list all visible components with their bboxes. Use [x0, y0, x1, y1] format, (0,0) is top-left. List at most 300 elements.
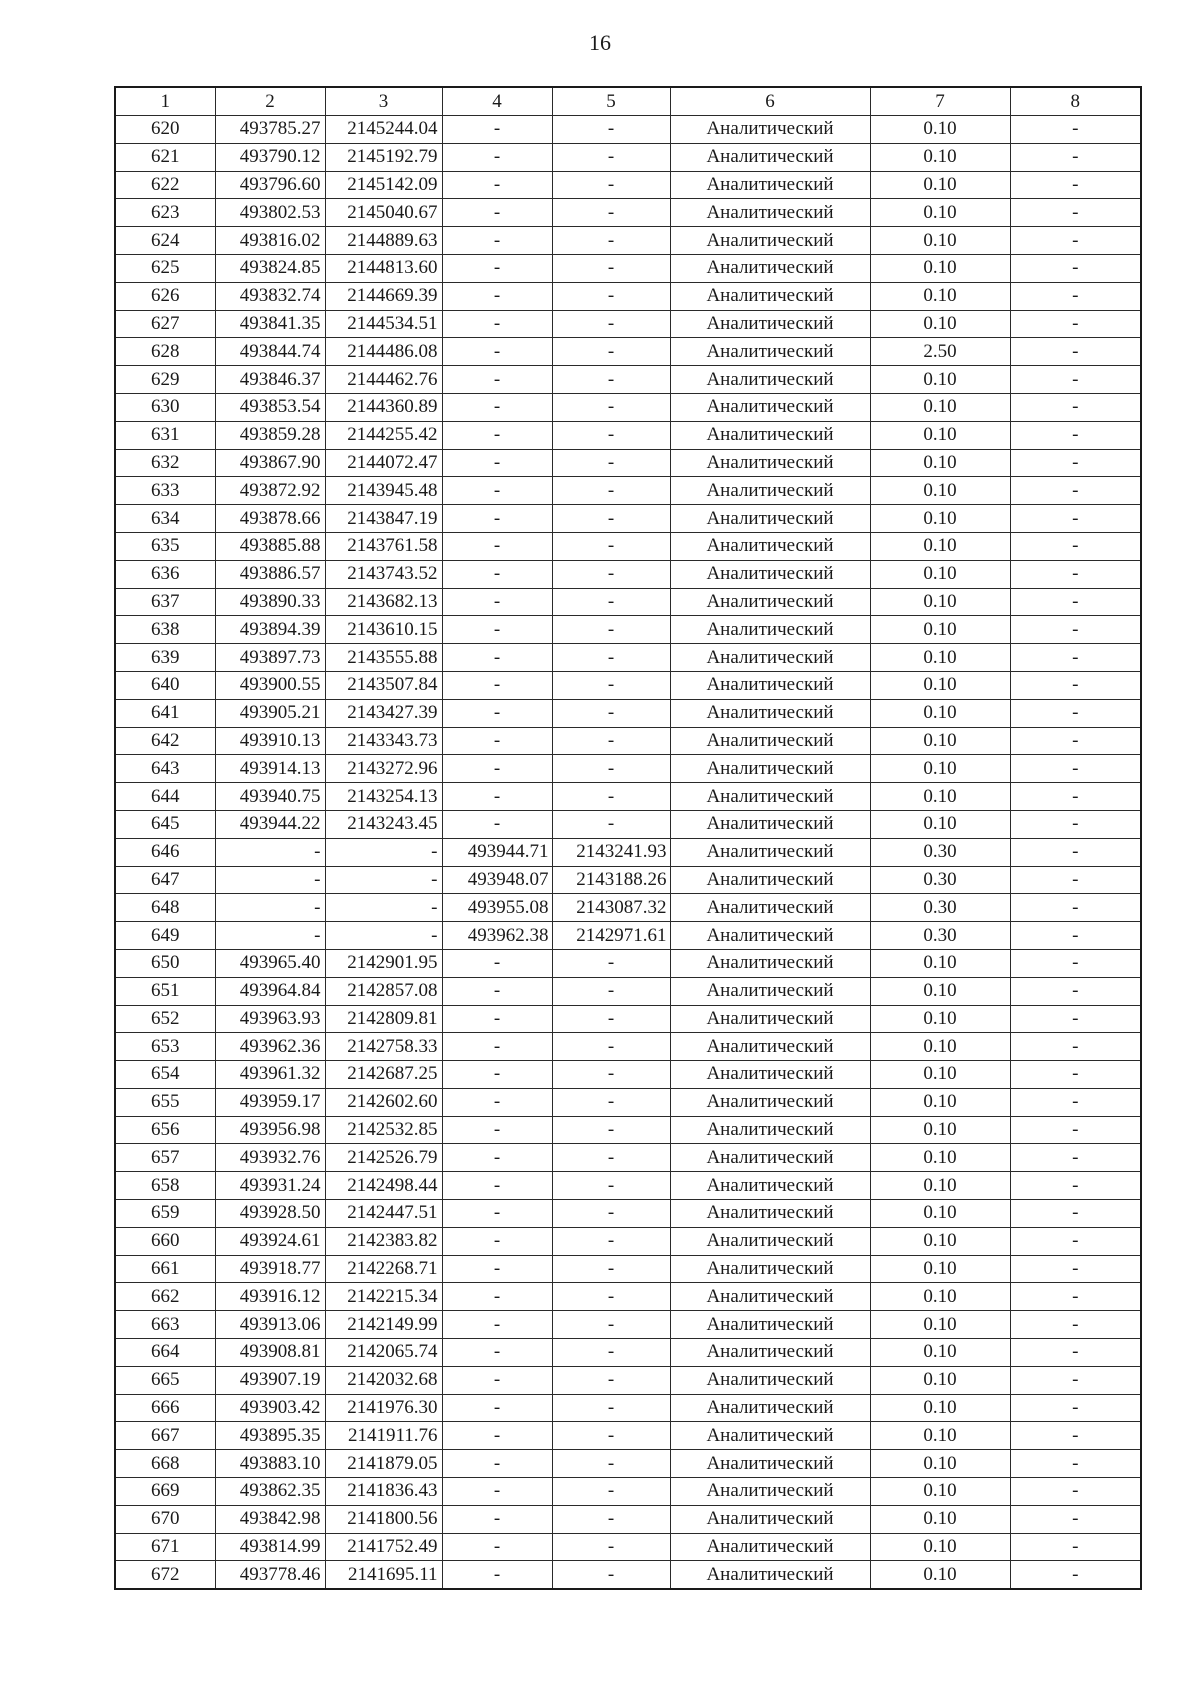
table-cell-col2: 493940.75	[215, 783, 325, 811]
table-cell-col8: -	[1010, 1005, 1141, 1033]
table-cell-col3: 2142602.60	[325, 1088, 442, 1116]
table-cell-col7: 0.10	[870, 116, 1010, 144]
table-cell-col1: 663	[115, 1311, 215, 1339]
table-cell-col4: -	[442, 1422, 552, 1450]
table-cell-col2: 493894.39	[215, 616, 325, 644]
table-cell-col7: 0.10	[870, 1366, 1010, 1394]
table-cell-col3: 2144360.89	[325, 393, 442, 421]
table-cell-col3: 2145192.79	[325, 143, 442, 171]
table-cell-col2: 493785.27	[215, 116, 325, 144]
table-cell-col2: 493931.24	[215, 1172, 325, 1200]
table-cell-col5: -	[552, 199, 670, 227]
table-cell-col5: -	[552, 143, 670, 171]
table-cell-col2: 493913.06	[215, 1311, 325, 1339]
table-cell-col6: Аналитический	[670, 1283, 870, 1311]
table-cell-col8: -	[1010, 616, 1141, 644]
table-cell-col6: Аналитический	[670, 560, 870, 588]
table-cell-col8: -	[1010, 588, 1141, 616]
table-cell-col8: -	[1010, 393, 1141, 421]
table-cell-col2: 493814.99	[215, 1533, 325, 1561]
table-cell-col4: -	[442, 421, 552, 449]
table-row	[115, 505, 1141, 533]
table-row	[115, 1478, 1141, 1506]
table-cell-col1: 658	[115, 1172, 215, 1200]
table-cell-col8: -	[1010, 1061, 1141, 1089]
column-header-8: 8	[1010, 87, 1141, 116]
table-cell-col2: 493916.12	[215, 1283, 325, 1311]
table-cell-col4: -	[442, 532, 552, 560]
table-cell-col2: 493956.98	[215, 1116, 325, 1144]
table-cell-col2: 493890.33	[215, 588, 325, 616]
table-cell-col4: -	[442, 644, 552, 672]
table-cell-col5: 2143087.32	[552, 894, 670, 922]
table-cell-col5: -	[552, 671, 670, 699]
table-cell-col1: 620	[115, 116, 215, 144]
table-cell-col3: 2142901.95	[325, 949, 442, 977]
table-row	[115, 922, 1141, 950]
table-cell-col5: -	[552, 1061, 670, 1089]
table-cell-col5: -	[552, 505, 670, 533]
table-row	[115, 171, 1141, 199]
table-cell-col2: 493816.02	[215, 227, 325, 255]
table-cell-col3: -	[325, 866, 442, 894]
table-cell-col2: 493832.74	[215, 282, 325, 310]
table-cell-col2: 493862.35	[215, 1478, 325, 1506]
table-cell-col3: -	[325, 838, 442, 866]
table-cell-col7: 0.10	[870, 699, 1010, 727]
table-cell-col3: 2141911.76	[325, 1422, 442, 1450]
table-cell-col4: -	[442, 1394, 552, 1422]
table-cell-col2: 493965.40	[215, 949, 325, 977]
table-cell-col3: 2143743.52	[325, 560, 442, 588]
table-cell-col5: -	[552, 1144, 670, 1172]
table-cell-col2: 493924.61	[215, 1227, 325, 1255]
table-cell-col8: -	[1010, 1255, 1141, 1283]
table-cell-col8: -	[1010, 505, 1141, 533]
table-cell-col4: -	[442, 1144, 552, 1172]
table-cell-col4: -	[442, 1005, 552, 1033]
table-cell-col1: 645	[115, 810, 215, 838]
table-cell-col4: -	[442, 1061, 552, 1089]
table-cell-col6: Аналитический	[670, 199, 870, 227]
table-cell-col7: 0.10	[870, 616, 1010, 644]
header-row	[115, 87, 1141, 116]
table-cell-col1: 670	[115, 1505, 215, 1533]
table-cell-col6: Аналитический	[670, 1505, 870, 1533]
table-cell-col8: -	[1010, 1283, 1141, 1311]
table-row	[115, 1283, 1141, 1311]
table-cell-col6: Аналитический	[670, 1561, 870, 1589]
table-cell-col4: 493955.08	[442, 894, 552, 922]
table-cell-col8: -	[1010, 532, 1141, 560]
table-cell-col1: 648	[115, 894, 215, 922]
table-cell-col3: 2142687.25	[325, 1061, 442, 1089]
table-cell-col8: -	[1010, 1172, 1141, 1200]
table-row	[115, 1561, 1141, 1589]
table-cell-col6: Аналитический	[670, 588, 870, 616]
table-cell-col7: 0.10	[870, 949, 1010, 977]
table-cell-col4: -	[442, 1227, 552, 1255]
table-cell-col4: -	[442, 949, 552, 977]
table-cell-col2: 493796.60	[215, 171, 325, 199]
table-row	[115, 1144, 1141, 1172]
table-cell-col3: 2142809.81	[325, 1005, 442, 1033]
table-cell-col7: 0.30	[870, 838, 1010, 866]
table-cell-col4: -	[442, 1366, 552, 1394]
table-cell-col3: 2141800.56	[325, 1505, 442, 1533]
table-cell-col5: -	[552, 227, 670, 255]
table-cell-col8: -	[1010, 421, 1141, 449]
table-cell-col8: -	[1010, 1227, 1141, 1255]
table-cell-col1: 641	[115, 699, 215, 727]
table-cell-col5: -	[552, 449, 670, 477]
table-cell-col4: -	[442, 1505, 552, 1533]
table-cell-col5: -	[552, 588, 670, 616]
table-cell-col6: Аналитический	[670, 810, 870, 838]
table-cell-col2: 493908.81	[215, 1339, 325, 1367]
table-cell-col2: 493897.73	[215, 644, 325, 672]
table-cell-col1: 639	[115, 644, 215, 672]
table-cell-col5: -	[552, 1255, 670, 1283]
table-cell-col5: -	[552, 560, 670, 588]
table-cell-col3: 2142498.44	[325, 1172, 442, 1200]
table-cell-col3: 2143682.13	[325, 588, 442, 616]
table-cell-col4: -	[442, 755, 552, 783]
table-row	[115, 727, 1141, 755]
table-cell-col1: 621	[115, 143, 215, 171]
table-cell-col6: Аналитический	[670, 1311, 870, 1339]
table-cell-col6: Аналитический	[670, 227, 870, 255]
table-cell-col8: -	[1010, 338, 1141, 366]
table-cell-col3: 2144462.76	[325, 366, 442, 394]
table-row	[115, 783, 1141, 811]
table-cell-col5: -	[552, 1533, 670, 1561]
table-row	[115, 338, 1141, 366]
table-cell-col6: Аналитический	[670, 616, 870, 644]
table-cell-col2: 493918.77	[215, 1255, 325, 1283]
table-cell-col7: 0.10	[870, 1505, 1010, 1533]
table-cell-col7: 0.10	[870, 1339, 1010, 1367]
table-cell-col4: -	[442, 1561, 552, 1589]
table-row	[115, 1116, 1141, 1144]
table-cell-col4: -	[442, 338, 552, 366]
table-cell-col1: 622	[115, 171, 215, 199]
table-row	[115, 977, 1141, 1005]
table-cell-col8: -	[1010, 838, 1141, 866]
table-cell-col4: -	[442, 393, 552, 421]
table-row	[115, 116, 1141, 144]
table-cell-col3: 2142758.33	[325, 1033, 442, 1061]
table-cell-col1: 666	[115, 1394, 215, 1422]
table-cell-col3: 2141976.30	[325, 1394, 442, 1422]
table-cell-col4: -	[442, 143, 552, 171]
table-cell-col7: 0.10	[870, 1144, 1010, 1172]
table-cell-col7: 0.30	[870, 894, 1010, 922]
table-cell-col6: Аналитический	[670, 171, 870, 199]
table-cell-col7: 0.10	[870, 588, 1010, 616]
table-cell-col4: -	[442, 1283, 552, 1311]
table-cell-col2: 493867.90	[215, 449, 325, 477]
table-cell-col4: -	[442, 616, 552, 644]
table-cell-col4: 493944.71	[442, 838, 552, 866]
table-cell-col8: -	[1010, 755, 1141, 783]
table-row	[115, 477, 1141, 505]
table-cell-col4: -	[442, 116, 552, 144]
table-cell-col7: 0.10	[870, 671, 1010, 699]
table-cell-col4: -	[442, 310, 552, 338]
table-cell-col1: 630	[115, 393, 215, 421]
table-cell-col5: -	[552, 1311, 670, 1339]
table-cell-col6: Аналитический	[670, 671, 870, 699]
table-cell-col4: -	[442, 560, 552, 588]
table-cell-col7: 0.10	[870, 1283, 1010, 1311]
table-cell-col7: 0.10	[870, 810, 1010, 838]
table-cell-col2: 493961.32	[215, 1061, 325, 1089]
table-row	[115, 1533, 1141, 1561]
table-cell-col5: -	[552, 949, 670, 977]
table-cell-col1: 660	[115, 1227, 215, 1255]
table-row	[115, 616, 1141, 644]
table-cell-col7: 0.10	[870, 727, 1010, 755]
table-cell-col7: 0.10	[870, 477, 1010, 505]
table-cell-col3: 2143761.58	[325, 532, 442, 560]
table-row	[115, 1505, 1141, 1533]
table-cell-col7: 0.10	[870, 449, 1010, 477]
table-cell-col1: 662	[115, 1283, 215, 1311]
table-cell-col7: 0.10	[870, 783, 1010, 811]
table-row	[115, 1394, 1141, 1422]
table-row	[115, 1422, 1141, 1450]
table-cell-col5: -	[552, 1116, 670, 1144]
table-row	[115, 1172, 1141, 1200]
table-cell-col2: 493932.76	[215, 1144, 325, 1172]
table-row	[115, 310, 1141, 338]
table-cell-col6: Аналитический	[670, 1478, 870, 1506]
table-cell-col6: Аналитический	[670, 421, 870, 449]
table-cell-col1: 625	[115, 254, 215, 282]
table-cell-col7: 0.10	[870, 1005, 1010, 1033]
table-cell-col7: 0.10	[870, 421, 1010, 449]
table-cell-col3: 2142215.34	[325, 1283, 442, 1311]
table-cell-col6: Аналитический	[670, 1061, 870, 1089]
table-cell-col3: 2143555.88	[325, 644, 442, 672]
table-cell-col8: -	[1010, 1394, 1141, 1422]
table-cell-col1: 624	[115, 227, 215, 255]
table-cell-col2: 493895.35	[215, 1422, 325, 1450]
table-cell-col1: 629	[115, 366, 215, 394]
table-cell-col4: -	[442, 810, 552, 838]
table-cell-col3: 2143254.13	[325, 783, 442, 811]
table-cell-col6: Аналитический	[670, 1394, 870, 1422]
table-cell-col6: Аналитический	[670, 755, 870, 783]
table-cell-col4: -	[442, 1088, 552, 1116]
table-cell-col6: Аналитический	[670, 1005, 870, 1033]
table-cell-col3: 2142268.71	[325, 1255, 442, 1283]
table-cell-col4: -	[442, 254, 552, 282]
table-cell-col3: -	[325, 894, 442, 922]
table-cell-col4: -	[442, 588, 552, 616]
table-cell-col4: -	[442, 1116, 552, 1144]
table-cell-col5: -	[552, 1366, 670, 1394]
table-cell-col8: -	[1010, 783, 1141, 811]
table-cell-col5: -	[552, 755, 670, 783]
table-cell-col3: 2143243.45	[325, 810, 442, 838]
table-cell-col2: 493914.13	[215, 755, 325, 783]
table-cell-col6: Аналитический	[670, 783, 870, 811]
table-cell-col7: 0.10	[870, 1227, 1010, 1255]
table-cell-col3: 2141879.05	[325, 1450, 442, 1478]
table-row	[115, 1200, 1141, 1228]
table-cell-col6: Аналитический	[670, 338, 870, 366]
table-cell-col8: -	[1010, 1561, 1141, 1589]
table-cell-col6: Аналитический	[670, 1116, 870, 1144]
table-cell-col2: 493964.84	[215, 977, 325, 1005]
table-cell-col8: -	[1010, 1422, 1141, 1450]
column-header-1: 1	[115, 87, 215, 116]
table-row	[115, 282, 1141, 310]
table-row	[115, 227, 1141, 255]
table-cell-col4: -	[442, 282, 552, 310]
table-body	[115, 116, 1141, 1590]
table-cell-col7: 0.10	[870, 1088, 1010, 1116]
table-cell-col5: -	[552, 810, 670, 838]
table-row	[115, 1061, 1141, 1089]
table-cell-col7: 0.10	[870, 1061, 1010, 1089]
table-cell-col5: -	[552, 699, 670, 727]
table-cell-col8: -	[1010, 1088, 1141, 1116]
table-row	[115, 393, 1141, 421]
table-cell-col8: -	[1010, 671, 1141, 699]
table-cell-col1: 633	[115, 477, 215, 505]
table-cell-col7: 0.10	[870, 1478, 1010, 1506]
table-cell-col4: -	[442, 1200, 552, 1228]
table-cell-col2: 493959.17	[215, 1088, 325, 1116]
table-cell-col5: -	[552, 310, 670, 338]
table-cell-col4: -	[442, 671, 552, 699]
table-cell-col7: 0.10	[870, 1200, 1010, 1228]
table-cell-col6: Аналитический	[670, 393, 870, 421]
table-cell-col8: -	[1010, 560, 1141, 588]
table-cell-col2: 493907.19	[215, 1366, 325, 1394]
table-row	[115, 949, 1141, 977]
table-row	[115, 421, 1141, 449]
table-cell-col4: -	[442, 1450, 552, 1478]
table-cell-col2: 493928.50	[215, 1200, 325, 1228]
table-cell-col1: 669	[115, 1478, 215, 1506]
table-cell-col1: 634	[115, 505, 215, 533]
table-cell-col2: 493883.10	[215, 1450, 325, 1478]
table-cell-col7: 0.10	[870, 1422, 1010, 1450]
table-cell-col1: 640	[115, 671, 215, 699]
table-cell-col3: 2145244.04	[325, 116, 442, 144]
table-cell-col1: 642	[115, 727, 215, 755]
table-cell-col1: 638	[115, 616, 215, 644]
table-cell-col8: -	[1010, 199, 1141, 227]
page-number: 16	[589, 30, 611, 55]
table-cell-col8: -	[1010, 477, 1141, 505]
table-row	[115, 449, 1141, 477]
table-cell-col6: Аналитический	[670, 977, 870, 1005]
table-row	[115, 199, 1141, 227]
table-cell-col8: -	[1010, 1033, 1141, 1061]
table-cell-col5: -	[552, 1394, 670, 1422]
table-cell-col5: -	[552, 116, 670, 144]
column-header-7: 7	[870, 87, 1010, 116]
table-row	[115, 1366, 1141, 1394]
table-cell-col8: -	[1010, 727, 1141, 755]
table-cell-col6: Аналитический	[670, 1144, 870, 1172]
table-cell-col5: -	[552, 616, 670, 644]
table-cell-col6: Аналитический	[670, 282, 870, 310]
table-cell-col8: -	[1010, 699, 1141, 727]
table-cell-col1: 650	[115, 949, 215, 977]
table-cell-col4: -	[442, 1255, 552, 1283]
table-cell-col5: -	[552, 282, 670, 310]
table-cell-col6: Аналитический	[670, 949, 870, 977]
table-row	[115, 366, 1141, 394]
table-cell-col6: Аналитический	[670, 1227, 870, 1255]
table-cell-col3: 2144889.63	[325, 227, 442, 255]
table-cell-col5: -	[552, 1478, 670, 1506]
table-cell-col3: 2142447.51	[325, 1200, 442, 1228]
table-cell-col3: 2142149.99	[325, 1311, 442, 1339]
table-cell-col3: 2144669.39	[325, 282, 442, 310]
table-cell-col5: -	[552, 254, 670, 282]
table-cell-col1: 654	[115, 1061, 215, 1089]
table-cell-col1: 628	[115, 338, 215, 366]
table-cell-col7: 0.10	[870, 227, 1010, 255]
table-cell-col3: 2144072.47	[325, 449, 442, 477]
table-cell-col1: 627	[115, 310, 215, 338]
table-cell-col5: -	[552, 532, 670, 560]
table-cell-col5: 2143241.93	[552, 838, 670, 866]
table-cell-col4: -	[442, 1478, 552, 1506]
table-cell-col6: Аналитический	[670, 838, 870, 866]
table-cell-col5: -	[552, 1505, 670, 1533]
table-cell-col6: Аналитический	[670, 1255, 870, 1283]
table-cell-col6: Аналитический	[670, 727, 870, 755]
table-cell-col2: 493905.21	[215, 699, 325, 727]
table-cell-col7: 0.10	[870, 143, 1010, 171]
table-cell-col5: -	[552, 338, 670, 366]
table-cell-col7: 0.10	[870, 171, 1010, 199]
table-cell-col8: -	[1010, 366, 1141, 394]
table-cell-col3: 2143610.15	[325, 616, 442, 644]
table-cell-col8: -	[1010, 922, 1141, 950]
table-cell-col5: -	[552, 977, 670, 1005]
table-cell-col6: Аналитический	[670, 922, 870, 950]
table-cell-col3: 2144813.60	[325, 254, 442, 282]
table-row	[115, 1311, 1141, 1339]
table-cell-col1: 655	[115, 1088, 215, 1116]
table-cell-col2: -	[215, 866, 325, 894]
table-cell-col5: -	[552, 366, 670, 394]
table-cell-col4: 493948.07	[442, 866, 552, 894]
table-cell-col2: 493846.37	[215, 366, 325, 394]
table-cell-col1: 626	[115, 282, 215, 310]
table-cell-col3: 2142032.68	[325, 1366, 442, 1394]
table-cell-col1: 653	[115, 1033, 215, 1061]
table-cell-col6: Аналитический	[670, 532, 870, 560]
table-cell-col2: -	[215, 922, 325, 950]
table-cell-col8: -	[1010, 1200, 1141, 1228]
table-row	[115, 143, 1141, 171]
table-cell-col4: 493962.38	[442, 922, 552, 950]
table-cell-col2: -	[215, 838, 325, 866]
table-cell-col2: 493872.92	[215, 477, 325, 505]
table-cell-col7: 0.10	[870, 1172, 1010, 1200]
table-row	[115, 560, 1141, 588]
